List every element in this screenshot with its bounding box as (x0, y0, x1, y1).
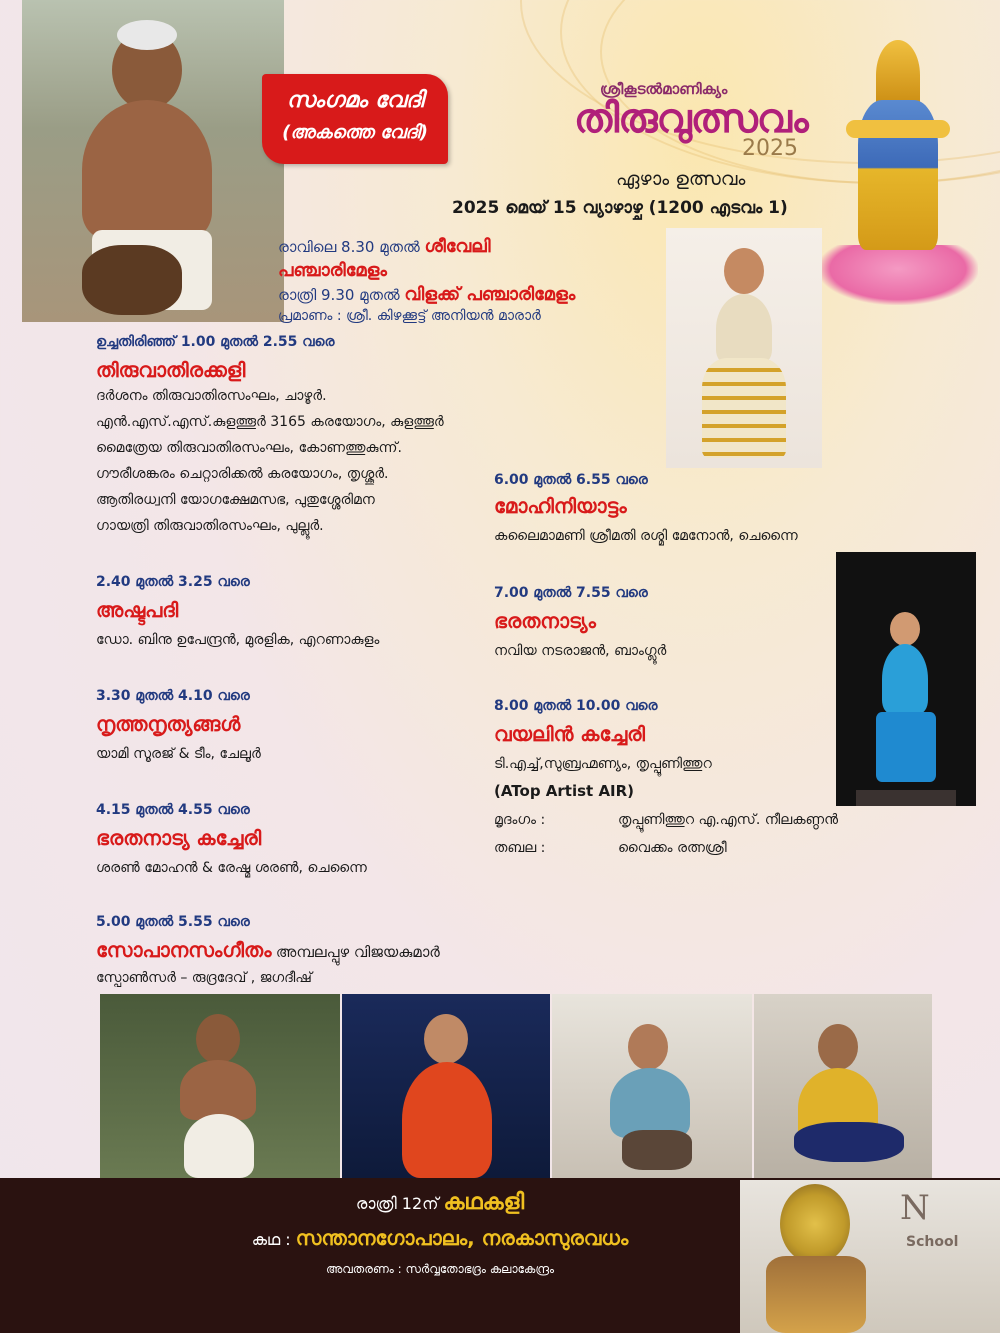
performer-photo-tabla (552, 994, 752, 1178)
drummer-photo (22, 0, 284, 322)
morning-line-2: പഞ്ചാരിമേളം (278, 260, 387, 281)
venue-subtitle: (അകത്തെ വേദി) (282, 122, 428, 143)
day-label: ഏഴാം ഉത്സവം (616, 168, 746, 190)
footer-time: രാത്രി 12ന് (355, 1194, 439, 1213)
schedule-line: കലൈമാമണി ശ്രീമതി രശ്മി മേനോൻ, ചെന്നൈ (494, 528, 798, 544)
schedule-time: 7.00 മുതൽ 7.55 വരെ (494, 585, 648, 601)
kathakali-sign-letter: N (900, 1188, 930, 1228)
morning-event-3: വിളക്ക് പഞ്ചാരിമേളം (404, 284, 576, 305)
accompanist-name: വൈക്കം രത്നശ്രീ (618, 840, 727, 856)
morning-line-4: പ്രമാണം : ശ്രീ. കിഴക്കൂട്ട് അനിയൻ മാരാർ (278, 308, 541, 324)
footer-story-label: കഥ : (251, 1230, 291, 1249)
performer-photo-violin (342, 994, 550, 1178)
schedule-title-suffix: അമ്പലപ്പുഴ വിജയകുമാർ (275, 943, 440, 961)
morning-event-1: ശീവേലി (424, 236, 491, 257)
performer-photo-sopanam (100, 994, 340, 1178)
schedule-time: 2.40 മുതൽ 3.25 വരെ (96, 574, 250, 590)
schedule-title: വയലിൻ കച്ചേരി (494, 722, 646, 746)
schedule-title: മോഹിനിയാട്ടം (494, 494, 627, 518)
schedule-title: തിരുവാതിരക്കളി (96, 358, 246, 382)
deity-illustration (818, 40, 978, 310)
kathakali-sign-word: School (906, 1234, 959, 1250)
footer-story: സന്താനഗോപാലം, നരകാസുരവധം (295, 1226, 629, 1250)
schedule-time: 8.00 മുതൽ 10.00 വരെ (494, 698, 658, 714)
morning-time-3: രാത്രി 9.30 മുതൽ (278, 286, 400, 304)
schedule-line: ശരൺ മോഹൻ & രേഷ്മ ശരൺ, ചെന്നൈ (96, 860, 367, 876)
schedule-line: മൈത്രേയ തിരുവാതിരസംഘം, കോണത്തുകുന്ന്. (96, 440, 402, 456)
schedule-line: നവിയ നടരാജൻ, ബാംഗ്ലൂർ (494, 643, 667, 659)
mohiniyattam-dancer-photo (666, 228, 822, 468)
schedule-time: 4.15 മുതൽ 4.55 വരെ (96, 802, 250, 818)
schedule-line: ആതിരധ്വനി യോഗക്ഷേമസഭ, പുതുശ്ശേരിമന (96, 492, 375, 508)
accompanist-role: മൃദംഗം : (494, 812, 546, 828)
morning-time-1: രാവിലെ 8.30 മുതൽ (278, 238, 420, 256)
schedule-line: എൻ.എസ്.എസ്.കുളത്തൂർ 3165 കരയോഗം, കുളത്തൂർ (96, 414, 444, 430)
schedule-line: യാമി സൂരജ് & ടീം, ചേലൂർ (96, 746, 261, 762)
morning-line-1 (278, 236, 491, 257)
morning-line-3 (278, 284, 575, 305)
schedule-title: ഭരതനാട്യം (494, 609, 596, 633)
schedule-line: ഗായത്രി തിരുവാതിരസംഘം, പുല്ലൂർ. (96, 518, 324, 534)
schedule-line: ഡോ. ബിനു ഉപേന്ദ്രൻ, മുരളിക, എറണാകുളം (96, 632, 380, 648)
kathakali-photo (740, 1180, 1000, 1333)
schedule-title: നൃത്തനൃത്യങ്ങൾ (96, 712, 241, 736)
date-line: 2025 മെയ് 15 വ്യാഴാഴ്ച (1200 എടവം 1) (452, 198, 788, 218)
schedule-line: സ്പോൺസർ – രുദ്രദേവ് , ജഗദീഷ് (96, 970, 312, 986)
schedule-title-row (96, 938, 440, 962)
schedule-title: സോപാനസംഗീതം (96, 938, 272, 962)
performer-photo-mridangam (754, 994, 932, 1178)
schedule-time: 5.00 മുതൽ 5.55 വരെ (96, 914, 250, 930)
schedule-time: ഉച്ചതിരിഞ്ഞ് 1.00 മുതൽ 2.55 വരെ (96, 334, 335, 350)
schedule-time: 3.30 മുതൽ 4.10 വരെ (96, 688, 250, 704)
schedule-bold-line: (ATop Artist AIR) (494, 782, 635, 800)
schedule-title: അഷ്ടപദി (96, 598, 179, 622)
festival-title: തിരുവുത്സവം (574, 96, 808, 142)
schedule-line: ഗൗരീശങ്കരം ചെറ്റാരിക്കൽ കരയോഗം, തൃശ്ശൂർ. (96, 466, 389, 482)
venue-badge (262, 74, 448, 164)
accompanist-name: തൃപ്പൂണിത്തുറ എ.എസ്. നീലകണ്ഠൻ (618, 812, 839, 828)
bharatanatyam-dancer-photo (836, 552, 976, 806)
festival-subtitle: ശ്രീകൂടൽമാണിക്യം (600, 80, 728, 98)
footer-event: കഥകളി (443, 1190, 525, 1215)
accompanist-role: തബല : (494, 840, 546, 856)
schedule-title: ഭരതനാട്യ കച്ചേരി (96, 826, 262, 850)
schedule-line: ദർശനം തിരുവാതിരസംഘം, ചാഴൂർ. (96, 388, 327, 404)
schedule-time: 6.00 മുതൽ 6.55 വരെ (494, 472, 648, 488)
venue-title: സംഗമം വേദി (286, 88, 424, 113)
festival-year: 2025 (742, 136, 798, 161)
schedule-line: ടി.എച്ച്,സുബ്രഹ്മണ്യം, തൃപ്പൂണിത്തുറ (494, 756, 712, 772)
footer-line-3: അവതരണം : സർവ്വതോഭദ്രം കലാകേന്ദ്രം (325, 1262, 555, 1276)
